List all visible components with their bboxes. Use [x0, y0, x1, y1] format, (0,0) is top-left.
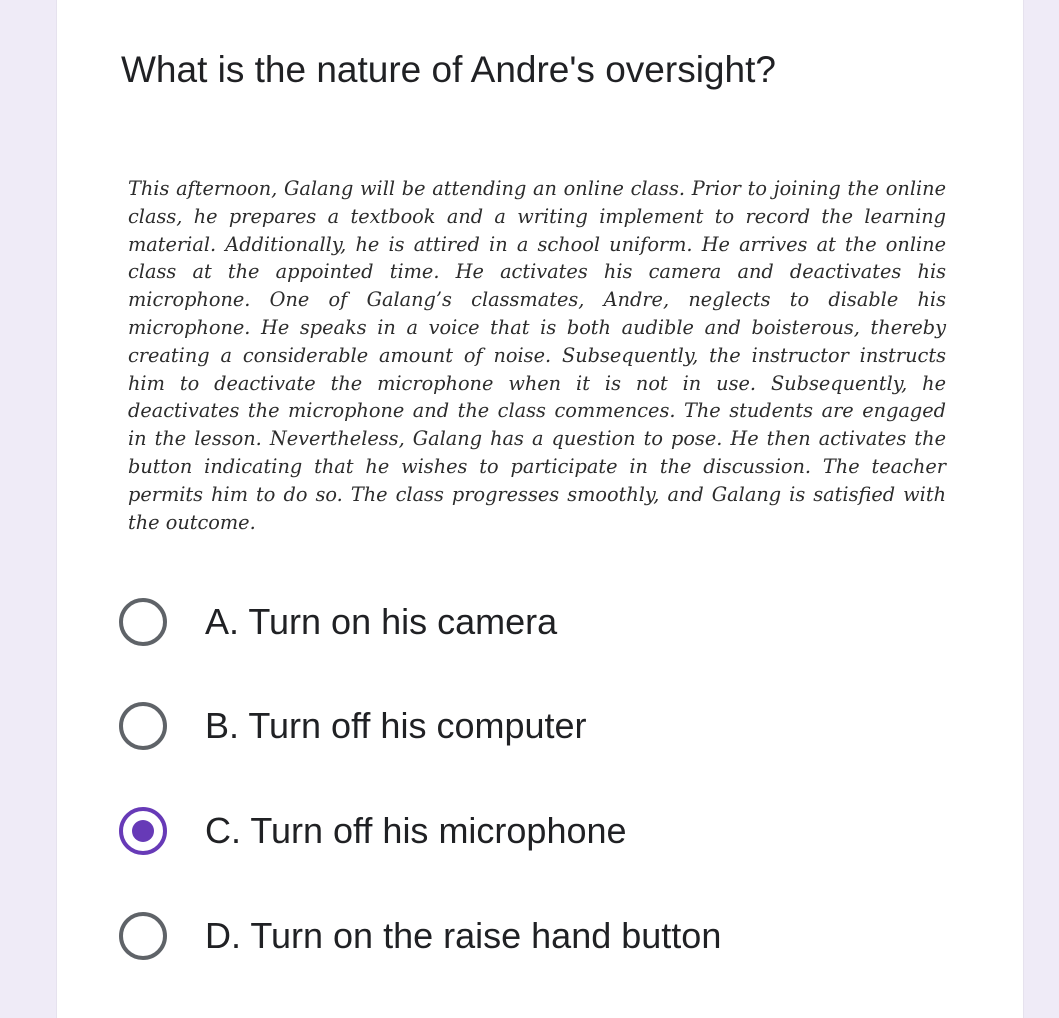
option-c[interactable]	[119, 801, 999, 861]
option-a[interactable]	[119, 592, 999, 652]
answer-options-group	[119, 0, 999, 1018]
option-d[interactable]	[119, 906, 999, 966]
question-title: What is the nature of Andre's oversight?	[121, 49, 776, 90]
option-b[interactable]	[119, 696, 999, 756]
question-passage-text: This afternoon, Galang will be attending an online class. Prior to joining the online class, he prepares a textbook and a writing implement to record the learning material. Additionally, he is attired in a school uniform. He arrives at the online class at the appointed time. He activates his camera and deactivates his microphone. One of Galang’s classmates, Andre, neglects to disable his microphone. He speaks in a voice that is both audible and boisterous, thereby creating a considerable amount of noise. Subsequently, the instructor instructs him to deactivate the microphone when it is not in use. Subsequently, he deactivates the microphone and the class commences. The students are engaged in the lesson. Nevertheless, Galang has a question to pose. He then activates the button indicating that he wishes to participate in the discussion. The teacher permits him to do so. The class progresses smoothly, and Galang is satisfied with the outcome.	[128, 177, 946, 534]
radio-button-icon[interactable]	[119, 702, 167, 750]
option-label: D. Turn on the raise hand button	[205, 915, 722, 956]
radio-button-icon[interactable]	[119, 912, 167, 960]
radio-button-icon[interactable]	[119, 598, 167, 646]
option-label: B. Turn off his computer	[205, 705, 587, 746]
question-card	[56, 0, 1024, 1018]
radio-button-selected-icon[interactable]	[119, 807, 167, 855]
option-label: A. Turn on his camera	[205, 601, 558, 642]
option-label: C. Turn off his microphone	[205, 810, 627, 851]
